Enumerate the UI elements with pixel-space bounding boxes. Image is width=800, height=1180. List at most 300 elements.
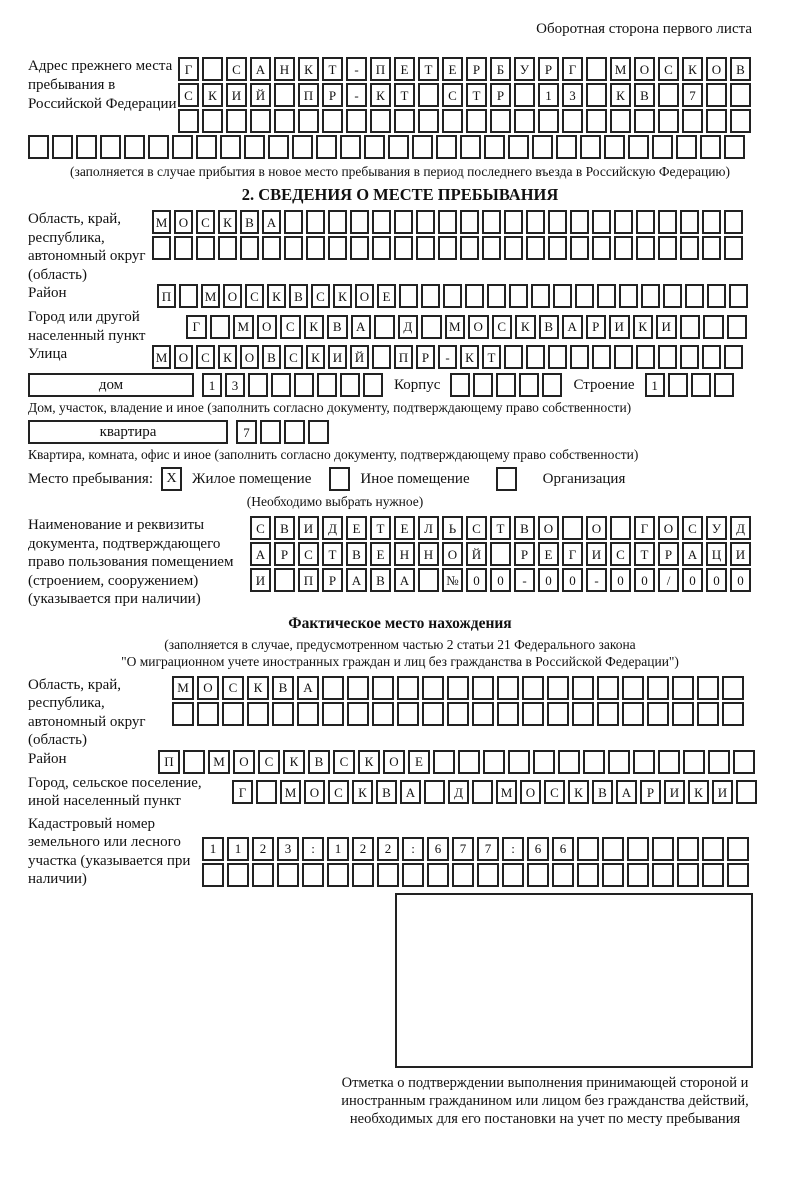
char-cell[interactable]	[442, 109, 463, 133]
char-cell[interactable]	[370, 109, 391, 133]
char-cell[interactable]	[183, 750, 205, 774]
char-cell[interactable]	[346, 109, 367, 133]
char-cell[interactable]	[702, 236, 721, 260]
char-cell[interactable]	[306, 236, 325, 260]
char-cell[interactable]	[522, 676, 544, 700]
char-cell[interactable]	[514, 109, 535, 133]
char-cell[interactable]	[556, 135, 577, 159]
char-cell[interactable]	[252, 863, 274, 887]
char-cell[interactable]: М	[208, 750, 230, 774]
char-cell[interactable]: К	[247, 676, 269, 700]
char-cell[interactable]	[697, 702, 719, 726]
char-cell[interactable]	[519, 373, 539, 397]
char-cell[interactable]	[352, 863, 374, 887]
char-cell[interactable]	[736, 780, 757, 804]
char-cell[interactable]: Е	[394, 516, 415, 540]
char-cell[interactable]	[284, 236, 303, 260]
char-cell[interactable]: П	[298, 568, 319, 592]
char-cell[interactable]	[484, 135, 505, 159]
char-cell[interactable]	[412, 135, 433, 159]
char-cell[interactable]	[610, 109, 631, 133]
char-cell[interactable]: 0	[634, 568, 655, 592]
char-cell[interactable]	[328, 210, 347, 234]
char-cell[interactable]: С	[196, 345, 215, 369]
char-cell[interactable]: :	[302, 837, 324, 861]
char-cell[interactable]	[502, 863, 524, 887]
char-cell[interactable]: О	[257, 315, 278, 339]
char-cell[interactable]: С	[298, 542, 319, 566]
char-cell[interactable]: П	[394, 345, 413, 369]
char-cell[interactable]: Р	[322, 83, 343, 107]
char-cell[interactable]	[522, 702, 544, 726]
char-cell[interactable]	[614, 210, 633, 234]
char-cell[interactable]	[274, 568, 295, 592]
char-cell[interactable]	[622, 676, 644, 700]
char-cell[interactable]: 2	[252, 837, 274, 861]
char-cell[interactable]	[460, 236, 479, 260]
char-cell[interactable]	[636, 210, 655, 234]
char-cell[interactable]	[683, 750, 705, 774]
char-cell[interactable]	[572, 676, 594, 700]
char-cell[interactable]	[394, 236, 413, 260]
char-cell[interactable]	[627, 863, 649, 887]
char-cell[interactable]	[547, 702, 569, 726]
char-cell[interactable]: В	[274, 516, 295, 540]
char-cell[interactable]: -	[586, 568, 607, 592]
char-cell[interactable]	[730, 83, 751, 107]
char-cell[interactable]: В	[539, 315, 560, 339]
char-cell[interactable]	[218, 236, 237, 260]
char-cell[interactable]: К	[298, 57, 319, 81]
char-cell[interactable]: А	[400, 780, 421, 804]
char-cell[interactable]	[196, 236, 215, 260]
char-cell[interactable]	[570, 210, 589, 234]
char-cell[interactable]: Г	[232, 780, 253, 804]
char-cell[interactable]: -	[438, 345, 457, 369]
char-cell[interactable]	[677, 837, 699, 861]
char-cell[interactable]	[322, 676, 344, 700]
char-cell[interactable]: О	[586, 516, 607, 540]
char-cell[interactable]: Д	[448, 780, 469, 804]
char-cell[interactable]: С	[442, 83, 463, 107]
char-cell[interactable]: Г	[178, 57, 199, 81]
char-cell[interactable]: К	[515, 315, 536, 339]
char-cell[interactable]	[702, 837, 724, 861]
char-cell[interactable]: Н	[274, 57, 295, 81]
char-cell[interactable]: О	[304, 780, 325, 804]
char-cell[interactable]: К	[688, 780, 709, 804]
char-cell[interactable]: К	[304, 315, 325, 339]
char-cell[interactable]: Ь	[442, 516, 463, 540]
char-cell[interactable]: Т	[490, 516, 511, 540]
char-cell[interactable]: Е	[538, 542, 559, 566]
char-cell[interactable]: 0	[562, 568, 583, 592]
char-cell[interactable]	[418, 109, 439, 133]
char-cell[interactable]: Г	[634, 516, 655, 540]
char-cell[interactable]	[363, 373, 383, 397]
char-cell[interactable]: Д	[398, 315, 419, 339]
char-cell[interactable]: М	[201, 284, 220, 308]
char-cell[interactable]	[497, 676, 519, 700]
char-cell[interactable]	[124, 135, 145, 159]
char-cell[interactable]: Р	[514, 542, 535, 566]
char-cell[interactable]	[548, 210, 567, 234]
char-cell[interactable]	[570, 236, 589, 260]
char-cell[interactable]: И	[712, 780, 733, 804]
char-cell[interactable]: О	[223, 284, 242, 308]
char-cell[interactable]	[256, 780, 277, 804]
char-cell[interactable]: 1	[227, 837, 249, 861]
char-cell[interactable]	[604, 135, 625, 159]
char-cell[interactable]: К	[306, 345, 325, 369]
checkbox-residential[interactable]: X	[161, 467, 182, 491]
char-cell[interactable]	[685, 284, 704, 308]
char-cell[interactable]	[316, 135, 337, 159]
char-cell[interactable]: :	[502, 837, 524, 861]
char-cell[interactable]	[722, 676, 744, 700]
char-cell[interactable]	[508, 135, 529, 159]
char-cell[interactable]	[724, 210, 743, 234]
char-cell[interactable]	[388, 135, 409, 159]
char-cell[interactable]: Р	[658, 542, 679, 566]
char-cell[interactable]	[668, 373, 688, 397]
char-cell[interactable]	[421, 315, 442, 339]
char-cell[interactable]	[174, 236, 193, 260]
char-cell[interactable]: 6	[427, 837, 449, 861]
char-cell[interactable]: Г	[562, 57, 583, 81]
char-cell[interactable]	[724, 345, 743, 369]
char-cell[interactable]	[663, 284, 682, 308]
char-cell[interactable]	[614, 236, 633, 260]
char-cell[interactable]	[526, 345, 545, 369]
char-cell[interactable]: А	[297, 676, 319, 700]
char-cell[interactable]	[247, 702, 269, 726]
char-cell[interactable]	[372, 210, 391, 234]
char-cell[interactable]	[306, 210, 325, 234]
char-cell[interactable]	[628, 135, 649, 159]
char-cell[interactable]	[327, 863, 349, 887]
char-cell[interactable]: И	[664, 780, 685, 804]
char-cell[interactable]: А	[250, 57, 271, 81]
char-cell[interactable]	[562, 516, 583, 540]
char-cell[interactable]: Б	[490, 57, 511, 81]
char-cell[interactable]	[580, 135, 601, 159]
char-cell[interactable]	[377, 863, 399, 887]
char-cell[interactable]: В	[370, 568, 391, 592]
char-cell[interactable]	[724, 236, 743, 260]
char-cell[interactable]: И	[328, 345, 347, 369]
char-cell[interactable]	[298, 109, 319, 133]
char-cell[interactable]: А	[351, 315, 372, 339]
char-cell[interactable]	[394, 210, 413, 234]
char-cell[interactable]	[472, 780, 493, 804]
char-cell[interactable]: Е	[346, 516, 367, 540]
char-cell[interactable]	[443, 284, 462, 308]
char-cell[interactable]: У	[706, 516, 727, 540]
char-cell[interactable]: А	[262, 210, 281, 234]
char-cell[interactable]	[508, 750, 530, 774]
char-cell[interactable]: 3	[225, 373, 245, 397]
char-cell[interactable]: С	[610, 542, 631, 566]
char-cell[interactable]: Е	[370, 542, 391, 566]
char-cell[interactable]	[148, 135, 169, 159]
char-cell[interactable]	[547, 676, 569, 700]
char-cell[interactable]	[702, 863, 724, 887]
char-cell[interactable]: Р	[586, 315, 607, 339]
char-cell[interactable]: О	[233, 750, 255, 774]
char-cell[interactable]	[76, 135, 97, 159]
char-cell[interactable]: А	[616, 780, 637, 804]
char-cell[interactable]: С	[196, 210, 215, 234]
char-cell[interactable]	[614, 345, 633, 369]
checkbox-organization[interactable]	[496, 467, 517, 491]
char-cell[interactable]	[597, 284, 616, 308]
char-cell[interactable]: 1	[202, 837, 224, 861]
char-cell[interactable]: 1	[538, 83, 559, 107]
char-cell[interactable]	[372, 702, 394, 726]
char-cell[interactable]	[514, 83, 535, 107]
char-cell[interactable]	[542, 373, 562, 397]
char-cell[interactable]: Й	[466, 542, 487, 566]
char-cell[interactable]	[424, 780, 445, 804]
char-cell[interactable]	[418, 568, 439, 592]
char-cell[interactable]: С	[466, 516, 487, 540]
char-cell[interactable]: О	[174, 210, 193, 234]
char-cell[interactable]: О	[383, 750, 405, 774]
char-cell[interactable]	[472, 676, 494, 700]
char-cell[interactable]	[172, 702, 194, 726]
char-cell[interactable]	[322, 702, 344, 726]
char-cell[interactable]: К	[568, 780, 589, 804]
char-cell[interactable]	[531, 284, 550, 308]
char-cell[interactable]	[703, 315, 724, 339]
char-cell[interactable]	[676, 135, 697, 159]
char-cell[interactable]	[733, 750, 755, 774]
char-cell[interactable]: И	[609, 315, 630, 339]
char-cell[interactable]	[697, 676, 719, 700]
char-cell[interactable]: С	[328, 780, 349, 804]
char-cell[interactable]	[152, 236, 171, 260]
char-cell[interactable]	[602, 863, 624, 887]
char-cell[interactable]: 1	[327, 837, 349, 861]
char-cell[interactable]	[179, 284, 198, 308]
char-cell[interactable]	[702, 345, 721, 369]
char-cell[interactable]	[347, 676, 369, 700]
char-cell[interactable]: С	[250, 516, 271, 540]
char-cell[interactable]: Г	[562, 542, 583, 566]
char-cell[interactable]	[244, 135, 265, 159]
char-cell[interactable]	[472, 702, 494, 726]
char-cell[interactable]: Т	[322, 542, 343, 566]
char-cell[interactable]: У	[514, 57, 535, 81]
char-cell[interactable]: -	[346, 57, 367, 81]
char-cell[interactable]	[526, 236, 545, 260]
char-cell[interactable]: 3	[277, 837, 299, 861]
char-cell[interactable]: К	[218, 210, 237, 234]
char-cell[interactable]: И	[298, 516, 319, 540]
char-cell[interactable]: О	[174, 345, 193, 369]
char-cell[interactable]	[700, 135, 721, 159]
char-cell[interactable]: Ц	[706, 542, 727, 566]
char-cell[interactable]: Й	[250, 83, 271, 107]
char-cell[interactable]	[658, 236, 677, 260]
char-cell[interactable]: М	[233, 315, 254, 339]
char-cell[interactable]	[447, 676, 469, 700]
char-cell[interactable]	[592, 210, 611, 234]
char-cell[interactable]	[447, 702, 469, 726]
char-cell[interactable]: П	[370, 57, 391, 81]
char-cell[interactable]: Д	[730, 516, 751, 540]
char-cell[interactable]	[450, 373, 470, 397]
char-cell[interactable]: В	[289, 284, 308, 308]
char-cell[interactable]	[394, 109, 415, 133]
char-cell[interactable]: Л	[418, 516, 439, 540]
char-cell[interactable]	[399, 284, 418, 308]
char-cell[interactable]: 2	[377, 837, 399, 861]
char-cell[interactable]	[172, 135, 193, 159]
char-cell[interactable]	[538, 109, 559, 133]
char-cell[interactable]: К	[682, 57, 703, 81]
char-cell[interactable]: В	[634, 83, 655, 107]
char-cell[interactable]	[509, 284, 528, 308]
char-cell[interactable]	[100, 135, 121, 159]
char-cell[interactable]: С	[544, 780, 565, 804]
char-cell[interactable]	[597, 676, 619, 700]
char-cell[interactable]	[727, 837, 749, 861]
char-cell[interactable]	[532, 135, 553, 159]
char-cell[interactable]	[575, 284, 594, 308]
char-cell[interactable]: М	[445, 315, 466, 339]
char-cell[interactable]	[227, 863, 249, 887]
char-cell[interactable]: В	[346, 542, 367, 566]
char-cell[interactable]: А	[394, 568, 415, 592]
char-cell[interactable]: С	[333, 750, 355, 774]
char-cell[interactable]	[658, 345, 677, 369]
char-cell[interactable]: К	[352, 780, 373, 804]
char-cell[interactable]	[634, 109, 655, 133]
char-cell[interactable]	[297, 702, 319, 726]
char-cell[interactable]	[658, 109, 679, 133]
char-cell[interactable]	[220, 135, 241, 159]
char-cell[interactable]	[302, 863, 324, 887]
char-cell[interactable]	[570, 345, 589, 369]
char-cell[interactable]	[397, 676, 419, 700]
char-cell[interactable]	[483, 750, 505, 774]
char-cell[interactable]	[372, 345, 391, 369]
char-cell[interactable]	[226, 109, 247, 133]
char-cell[interactable]	[482, 236, 501, 260]
char-cell[interactable]: О	[240, 345, 259, 369]
char-cell[interactable]: П	[298, 83, 319, 107]
char-cell[interactable]	[641, 284, 660, 308]
char-cell[interactable]	[586, 109, 607, 133]
char-cell[interactable]	[328, 236, 347, 260]
char-cell[interactable]	[284, 210, 303, 234]
char-cell[interactable]	[340, 373, 360, 397]
char-cell[interactable]: В	[514, 516, 535, 540]
char-cell[interactable]	[597, 702, 619, 726]
char-cell[interactable]: -	[514, 568, 535, 592]
char-cell[interactable]: Р	[640, 780, 661, 804]
char-cell[interactable]: В	[730, 57, 751, 81]
char-cell[interactable]	[322, 109, 343, 133]
char-cell[interactable]: 0	[466, 568, 487, 592]
char-cell[interactable]: Е	[442, 57, 463, 81]
char-cell[interactable]	[682, 109, 703, 133]
char-cell[interactable]: :	[402, 837, 424, 861]
char-cell[interactable]: М	[280, 780, 301, 804]
char-cell[interactable]	[633, 750, 655, 774]
char-cell[interactable]: О	[634, 57, 655, 81]
char-cell[interactable]	[260, 420, 281, 444]
char-cell[interactable]	[402, 863, 424, 887]
char-cell[interactable]: В	[240, 210, 259, 234]
char-cell[interactable]: С	[658, 57, 679, 81]
char-cell[interactable]	[271, 373, 291, 397]
char-cell[interactable]	[497, 702, 519, 726]
char-cell[interactable]	[672, 676, 694, 700]
char-cell[interactable]: И	[730, 542, 751, 566]
char-cell[interactable]	[658, 750, 680, 774]
char-cell[interactable]: М	[496, 780, 517, 804]
char-cell[interactable]: С	[245, 284, 264, 308]
char-cell[interactable]	[421, 284, 440, 308]
char-cell[interactable]	[240, 236, 259, 260]
char-cell[interactable]: 0	[682, 568, 703, 592]
char-cell[interactable]: А	[250, 542, 271, 566]
char-cell[interactable]: 6	[527, 837, 549, 861]
char-cell[interactable]: Д	[322, 516, 343, 540]
char-cell[interactable]	[602, 837, 624, 861]
char-cell[interactable]	[477, 863, 499, 887]
char-cell[interactable]	[340, 135, 361, 159]
char-cell[interactable]: К	[202, 83, 223, 107]
char-cell[interactable]	[652, 863, 674, 887]
char-cell[interactable]: №	[442, 568, 463, 592]
char-cell[interactable]	[672, 702, 694, 726]
char-cell[interactable]: 0	[730, 568, 751, 592]
char-cell[interactable]	[680, 236, 699, 260]
char-cell[interactable]	[197, 702, 219, 726]
char-cell[interactable]: 7	[682, 83, 703, 107]
char-cell[interactable]	[691, 373, 711, 397]
char-cell[interactable]	[714, 373, 734, 397]
char-cell[interactable]: И	[226, 83, 247, 107]
char-cell[interactable]: А	[682, 542, 703, 566]
char-cell[interactable]	[416, 210, 435, 234]
char-cell[interactable]: Р	[490, 83, 511, 107]
char-cell[interactable]	[210, 315, 231, 339]
char-cell[interactable]: С	[226, 57, 247, 81]
char-cell[interactable]: О	[520, 780, 541, 804]
char-cell[interactable]: -	[346, 83, 367, 107]
char-cell[interactable]: 2	[352, 837, 374, 861]
char-cell[interactable]: Р	[416, 345, 435, 369]
char-cell[interactable]	[250, 109, 271, 133]
char-cell[interactable]: Т	[482, 345, 501, 369]
char-cell[interactable]	[460, 210, 479, 234]
char-cell[interactable]: К	[610, 83, 631, 107]
char-cell[interactable]: О	[442, 542, 463, 566]
char-cell[interactable]	[482, 210, 501, 234]
char-cell[interactable]: С	[492, 315, 513, 339]
char-cell[interactable]: К	[633, 315, 654, 339]
char-cell[interactable]: Т	[394, 83, 415, 107]
char-cell[interactable]: С	[682, 516, 703, 540]
char-cell[interactable]: И	[250, 568, 271, 592]
char-cell[interactable]: К	[333, 284, 352, 308]
char-cell[interactable]: 0	[490, 568, 511, 592]
